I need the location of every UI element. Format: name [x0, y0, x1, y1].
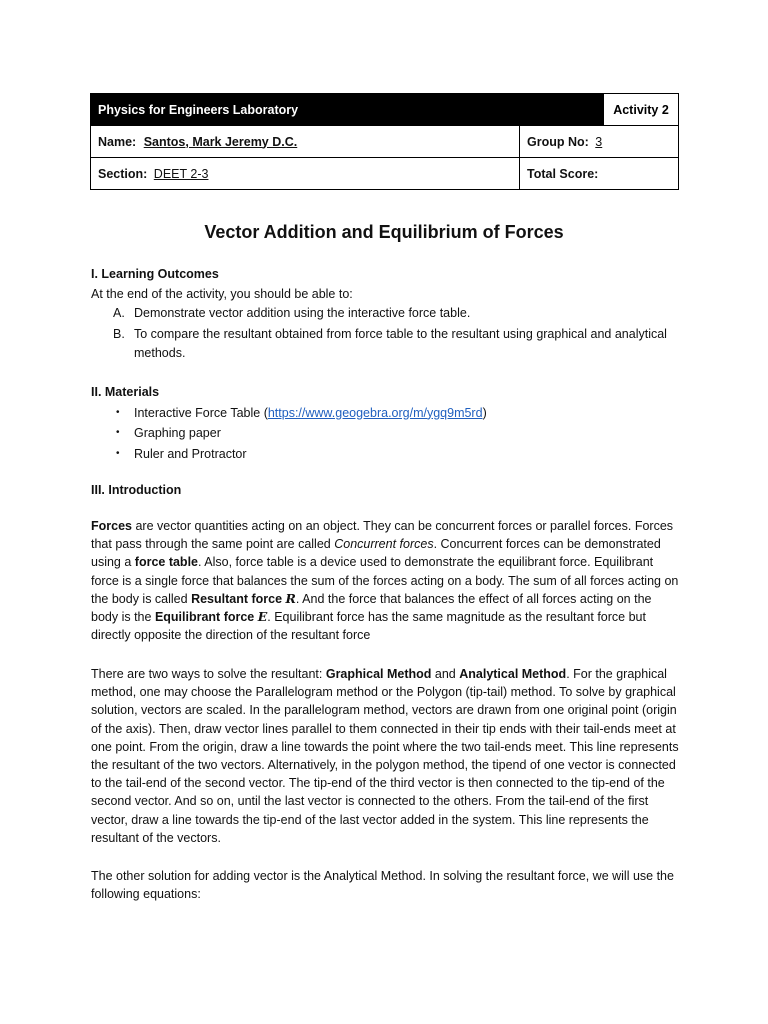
material-text: Graphing paper	[134, 426, 221, 440]
materials-list	[91, 403, 681, 465]
outcomes-list	[91, 304, 681, 364]
list-item	[91, 423, 681, 444]
section-value: DEET 2-3	[153, 166, 209, 181]
term-equilibrant: Equilibrant force	[154, 610, 258, 625]
symbol-e: E	[257, 609, 268, 625]
name-value: Santos, Mark Jeremy D.C.	[143, 134, 298, 149]
list-item	[91, 403, 681, 424]
introduction-heading	[91, 481, 681, 501]
bullet-icon: •	[116, 427, 120, 438]
score-label: Total Score:	[527, 166, 599, 181]
list-marker: A.	[113, 306, 125, 320]
course-title: Physics for Engineers Laboratory	[91, 94, 604, 126]
outcomes-heading: I. Learning Outcomes	[91, 267, 219, 281]
group-label: Group No:	[527, 134, 589, 149]
list-item-text: To compare the resultant obtained from force table to the resultant using graphical and analytical methods.	[134, 326, 667, 360]
term-resultant: Resultant force	[191, 591, 286, 606]
list-item-text: Demonstrate vector addition using the interactive force table.	[134, 306, 471, 320]
list-item	[91, 325, 681, 364]
document-title: Vector Addition and Equilibrium of Forces	[204, 222, 564, 242]
bullet-icon: •	[116, 447, 120, 459]
section-label: Section:	[98, 166, 148, 181]
para-text: are vector quantities acting on an object. They can be concurrent forces or parallel forces. Forces that pass through the same point are called	[91, 519, 674, 552]
list-item	[91, 304, 681, 324]
para-text: . Also, force table is a device used to demonstrate the equilibrant force. Equilibrant force is a single force that balances the sum of the forces acting on a body. The sum of all forces acting on the body is called	[91, 555, 679, 606]
name-cell	[91, 126, 520, 158]
score-cell	[520, 158, 679, 190]
intro-paragraph-2	[91, 665, 681, 847]
para-text: and	[431, 667, 460, 681]
term-forces: Forces	[91, 519, 132, 533]
material-text: Ruler and Protractor	[134, 446, 247, 461]
section-cell	[91, 158, 520, 190]
header-table	[90, 93, 679, 190]
para-text: . Equilibrant force has the same magnitude as the resultant force but directly opposite the direction of the resultant force	[91, 610, 646, 643]
force-table-link[interactable]: https://www.geogebra.org/m/ygq9m5rd	[267, 405, 483, 420]
name-label: Name:	[98, 134, 137, 149]
material-text: Interactive Force Table (	[134, 405, 268, 420]
learning-outcomes	[91, 265, 681, 364]
group-value: 3	[595, 134, 603, 149]
materials-section	[91, 382, 681, 464]
list-item	[91, 444, 681, 465]
materials-heading: II. Materials	[91, 385, 160, 399]
activity-label: Activity 2	[604, 94, 679, 126]
term-concurrent: Concurrent forces	[334, 537, 434, 552]
term-analytical: Analytical Method	[459, 667, 567, 681]
material-paren: )	[482, 405, 487, 420]
para-text: . And the force that balances the effect of all forces acting on the body is the	[91, 591, 652, 625]
symbol-r: R	[285, 590, 296, 606]
para-text: . Concurrent forces can be demonstrated using a	[91, 537, 661, 570]
group-cell	[520, 126, 679, 158]
term-graphical: Graphical Method	[325, 667, 432, 681]
para-text: . For the graphical method, one may choose the Parallelogram method or the Polygon (tip-tail) method. To solve by graphical solution, vectors are scaled. In the parallelogram method, vectors are drawn from one original point (origin of the axis). Then, draw vector lines parallel to them connected in their tip ends with their tail-ends meet at one point. From the origin, draw a line towards the point where the two tail-ends meet. This line represents the resultant of the two vectors. Alternatively, in the polygon method, the tipend of one vector is connected to the tail-end of the second vector. The tip-end of the third vector is then connected to the tip-end of the second vector. And so on, until the last vector is connected to the others. From the tail-end of the first vector, draw a line towards the tip-end of the last vector added in the system. This line represents the resultant of the vectors.	[91, 667, 679, 845]
introduction-title: III. Introduction	[91, 483, 182, 497]
term-force-table: force table	[134, 555, 198, 570]
intro-paragraph-3: The other solution for adding vector is the Analytical Method. In solving the resultant force, we will use the following equations:	[91, 869, 674, 902]
bullet-icon: •	[116, 406, 120, 418]
para-text: There are two ways to solve the resultant:	[91, 667, 326, 681]
list-marker: B.	[113, 326, 125, 341]
outcomes-intro: At the end of the activity, you should be able to:	[91, 286, 353, 301]
intro-paragraph-1	[91, 517, 681, 644]
